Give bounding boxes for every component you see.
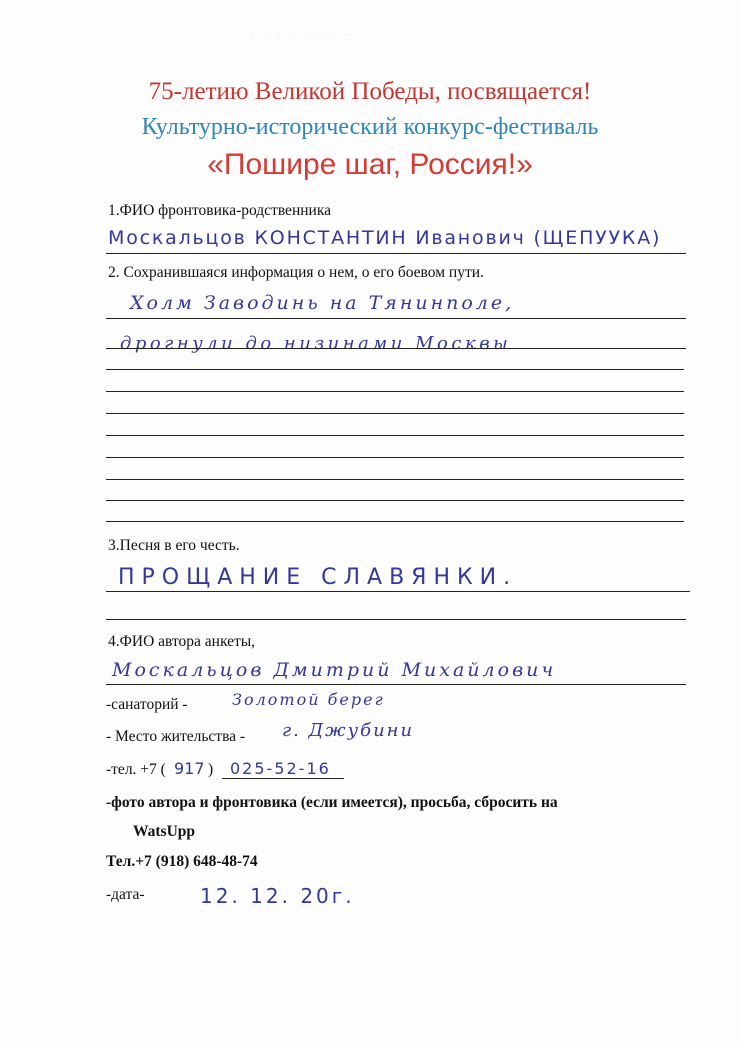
- photo-note: -фото автора и фронтовика (если имеется), просьба, сбросить на: [106, 794, 558, 811]
- section2-line-4: [106, 391, 684, 392]
- sanatorium-value: Золотой берег: [232, 690, 385, 709]
- section2-line-6: [106, 435, 684, 436]
- phone-code: 917: [174, 759, 205, 778]
- phone-close: ): [208, 761, 214, 778]
- section3-label: 3.Песня в его честь.: [108, 537, 240, 554]
- date-label: -дата-: [106, 886, 145, 903]
- sanatorium-label: -санаторий -: [106, 696, 188, 713]
- section4-handwritten: Москальцов Дмитрий Михайлович: [112, 659, 557, 681]
- section1-line: [106, 253, 686, 254]
- section2-line-9: [106, 500, 684, 501]
- faint-top-bleed: · · · · · · · ·: [250, 28, 353, 42]
- section2-line-2: [106, 348, 686, 349]
- date-value: 12. 12. 20г.: [200, 884, 355, 908]
- section4-line: [106, 684, 686, 685]
- section1-handwritten: Москальцов КОНСТАНТИН Иванович (ЩЕПУУКА): [108, 227, 662, 249]
- section4-label: 4.ФИО автора анкеты,: [108, 633, 256, 650]
- residence-value: г. Джубини: [282, 720, 415, 741]
- section2-line-10: [106, 521, 684, 522]
- section2-line-5: [106, 413, 684, 414]
- section2-handwritten-line1: Холм Заводинь на Тянинполе,: [130, 292, 515, 314]
- section2-label: 2. Сохранившаяся информация о нем, о его боевом пути.: [108, 264, 484, 281]
- messenger-name: WatsUpp: [133, 823, 196, 840]
- section2-line-3: [106, 369, 684, 370]
- section2-line-1: [106, 318, 686, 319]
- header-festival: Культурно-исторический конкурс-фестиваль: [141, 114, 599, 140]
- section2-line-8: [106, 479, 684, 480]
- section3-handwritten: ПРОЩАНИЕ СЛАВЯНКИ.: [118, 565, 518, 590]
- section2-handwritten-line2: дрогнули до низинами Москвы: [120, 333, 512, 354]
- section2-line-7: [106, 457, 684, 458]
- contact-phone: Тел.+7 (918) 648-48-74: [106, 853, 258, 870]
- header-dedication: 75-летию Великой Победы, посвящается!: [148, 78, 592, 105]
- phone-value: 025-52-16: [230, 759, 331, 778]
- residence-label: - Место жительства -: [106, 728, 246, 745]
- section1-label: 1.ФИО фронтовика-родственника: [108, 202, 332, 219]
- section3-line-2: [106, 619, 686, 620]
- phone-label: -тел. +7 (: [106, 761, 166, 778]
- phone-underline: [222, 778, 344, 779]
- section3-line-1: [106, 591, 690, 592]
- header-slogan: «Пошире шаг, Россия!»: [207, 148, 533, 181]
